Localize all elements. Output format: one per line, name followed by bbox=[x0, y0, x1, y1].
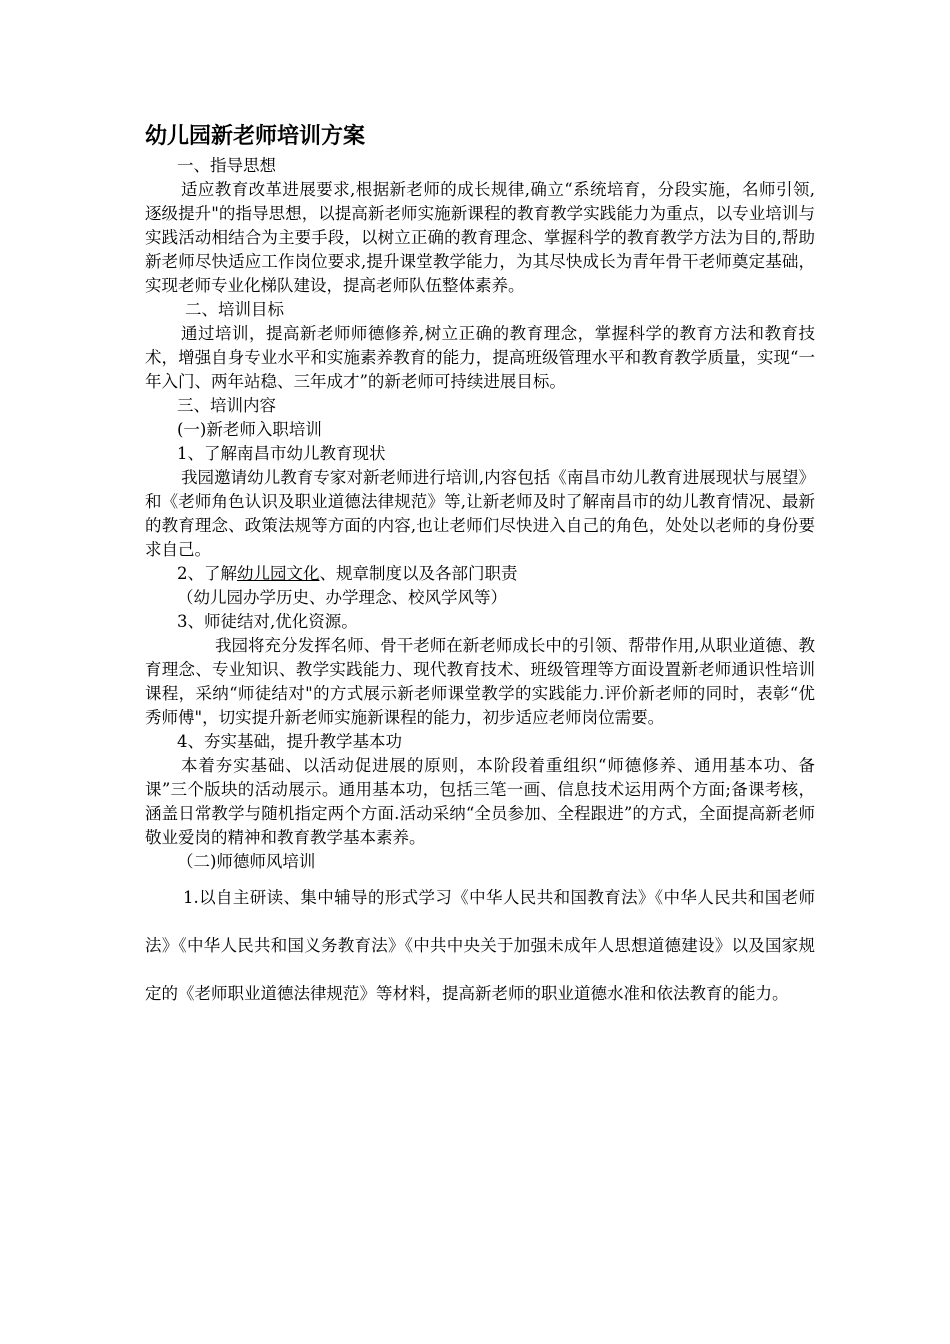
section-1-body: 适应教育改革进展要求,根据新老师的成长规律,确立“系统培育，分段实施，名师引领,逐级提升"的指导思想，以提高新老师实施新课程的教育教学实践能力为重点，以专业培训与实践活动相结合为主要手段，以树立正确的教育理念、掌握科学的教育教学方法为目的,帮助新老师尽快适应工作岗位要求,提升课堂教学能力，为其尽快成长为青年骨干老师奠定基础，实现老师专业化梯队建设，提高老师队伍整体素养。 bbox=[145, 180, 815, 295]
subsection-2-item-1: 1.以自主研读、集中辅导的形式学习《中华人民共和国教育法》《中华人民共和国老师法》《中华人民共和国义务教育法》《中共中央关于加强未成年人思想道德建设》以及国家规定的《老师职业道德法律规范》等材料，提高新老师的职业道德水准和依法教育的能力。 bbox=[145, 888, 815, 1003]
document-title: 幼儿园新老师培训方案 bbox=[145, 124, 366, 149]
item-4-body: 本着夯实基础、以活动促进展的原则，本阶段着重组织“师德修养、通用基本功、备课”三个版块的活动展示。通用基本功，包括三笔一画、信息技术运用两个方面;备课考核，涵盖日常教学与随机指定两个方面.活动采纳“全员参加、全程跟进”的方式，全面提高新老师敬业爱岗的精神和教育教学基本素养。 bbox=[145, 756, 815, 847]
item-2-suffix: 、规章制度以及各部门职责 bbox=[319, 564, 518, 583]
section-1-heading: 一、指导思想 bbox=[177, 156, 276, 175]
section-2-heading: 二、培训目标 bbox=[185, 300, 284, 319]
subsection-1-heading: (一)新老师入职培训 bbox=[177, 420, 322, 439]
document-page bbox=[145, 120, 815, 1018]
item-3-body: 我园将充分发挥名师、骨干老师在新老师成长中的引领、帮带作用,从职业道德、教育理念、专业知识、教学实践能力、现代教育技术、班级管理等方面设置新老师通识性培训课程，采纳“师徒结对"的方式展示新老师课堂教学的实践能力.评价新老师的同时，表彰“优秀师傅"，切实提升新老师实施新课程的能力，初步适应老师岗位需要。 bbox=[145, 636, 815, 727]
item-1-heading: 1、了解南昌市幼儿教育现状 bbox=[177, 444, 386, 463]
subsection-2-heading: （二)师德师风培训 bbox=[177, 852, 316, 871]
item-1-body: 我园邀请幼儿教育专家对新老师进行培训,内容包括《南昌市幼儿教育进展现状与展望》和《老师角色认识及职业道德法律规范》等,让新老师及时了解南昌市的幼儿教育情况、最新的教育理念、政策法规等方面的内容,也让老师们尽快进入自己的角色，处处以老师的身份要求自己。 bbox=[145, 468, 815, 559]
item-2-heading bbox=[145, 562, 815, 586]
item-3-heading: 3、师徒结对,优化资源。 bbox=[177, 612, 358, 631]
item-2-subtext: （幼儿园办学历史、办学理念、校风学风等） bbox=[177, 588, 507, 607]
section-3-heading: 三、培训内容 bbox=[177, 396, 276, 415]
item-4-heading: 4、夯实基础，提升教学基本功 bbox=[177, 732, 402, 751]
item-2-prefix: 2、了解 bbox=[177, 564, 237, 583]
kindergarten-culture-link[interactable]: 幼儿园文化 bbox=[237, 564, 320, 583]
section-2-body: 通过培训，提高新老师师德修养,树立正确的教育理念，掌握科学的教育方法和教育技术，增强自身专业水平和实施素养教育的能力，提高班级管理水平和教育教学质量，实现“一年入门、两年站稳、三年成才”的新老师可持续进展目标。 bbox=[145, 324, 815, 391]
